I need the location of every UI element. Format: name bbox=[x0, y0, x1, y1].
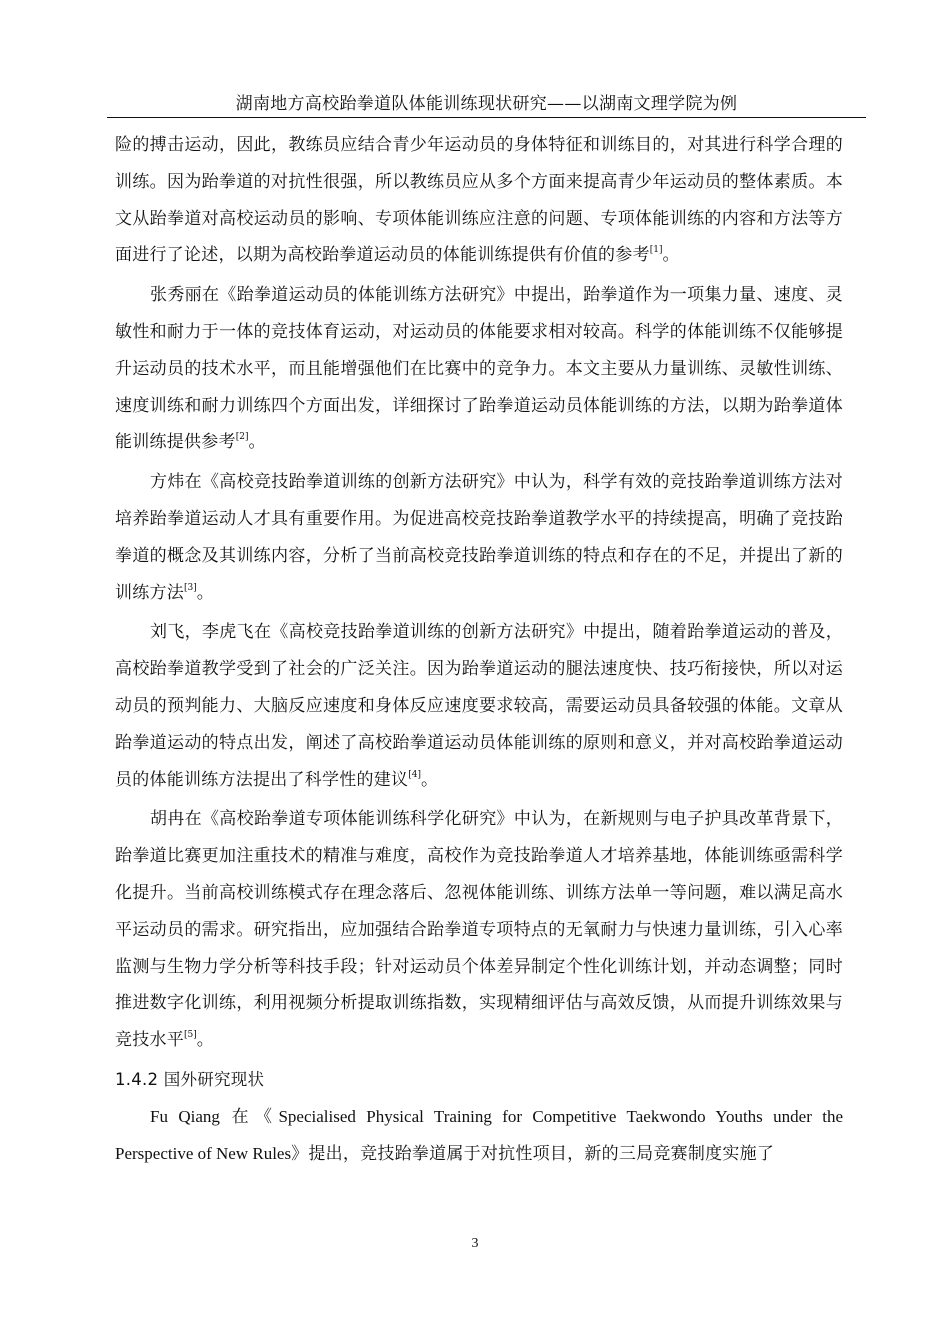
cited-title-en: Specialised Physical Training for Competitive Taekwondo Youths under the Perspective of New Rules bbox=[115, 1106, 844, 1163]
paragraph-text: 刘飞，李虎飞在《高校竞技跆拳道训练的创新方法研究》中提出，随着跆拳道运动的普及，高校跆拳道教学受到了社会的广泛关注。因为跆拳道运动的腿法速度快、技巧衔接快，所以对运动员的预判能力、大脑反应速度和身体反应速度要求较高，需要运动员具备较强的体能。文章从跆拳道运动的特点出发，阐述了高校跆拳道运动员体能训练的原则和意义，并对高校跆拳道运动员的体能训练方法提出了科学性的建议 bbox=[115, 622, 843, 790]
citation-marker: [3] bbox=[184, 582, 197, 593]
paragraph-end: 。 bbox=[196, 582, 214, 603]
section-heading: 1.4.2 国外研究现状 bbox=[115, 1069, 265, 1089]
author-name: Fu Qiang bbox=[150, 1106, 220, 1126]
paragraph-text: 张秀丽在《跆拳道运动员的体能训练方法研究》中提出，跆拳道作为一项集力量、速度、灵敏性和耐力于一体的竞技体育运动，对运动员的体能要求相对较高。科学的体能训练不仅能够提升运动员的技术水平，而且能增强他们在比赛中的竞争力。本文主要从力量训练、灵敏性训练、速度训练和耐力训练四个方面出发，详细探讨了跆拳道运动员体能训练的方法，以期为跆拳道体能训练提供参考 bbox=[115, 285, 843, 453]
paragraph-end: 。 bbox=[196, 1030, 214, 1051]
page-number: 3 bbox=[471, 1236, 479, 1251]
paragraph-zhang-xiuli bbox=[115, 277, 843, 464]
paragraph-text: 险的搏击运动，因此，教练员应结合青少年运动员的身体特征和训练目的，对其进行科学合理的训练。因为跆拳道的对抗性很强，所以教练员应从多个方面来提高青少年运动员的整体素质。本文从跆拳道对高校运动员的影响、专项体能训练应注意的问题、专项体能训练的内容和方法等方面进行了论述，以期为高校跆拳道运动员的体能训练提供有价值的参考 bbox=[115, 135, 843, 266]
paragraph-continuation bbox=[115, 127, 843, 277]
header-divider bbox=[107, 117, 866, 118]
paragraph-text: 在《 bbox=[219, 1106, 279, 1127]
paragraph-text: 方炜在《高校竞技跆拳道训练的创新方法研究》中认为，科学有效的竞技跆拳道训练方法对培养跆拳道运动人才具有重要作用。为促进高校竞技跆拳道教学水平的持续提高，明确了竞技跆拳道的概念及其训练内容，分析了当前高校竞技跆拳道训练的特点和存在的不足，并提出了新的训练方法 bbox=[115, 472, 843, 603]
paragraph-end: 。 bbox=[248, 432, 266, 453]
paragraph-text: 》提出，竞技跆拳道属于对抗性项目，新的三局竞赛制度实施了 bbox=[291, 1143, 775, 1164]
paragraph-fu-qiang bbox=[115, 1099, 843, 1173]
paragraph-fang-wei bbox=[115, 464, 843, 614]
paragraph-liu-fei bbox=[115, 614, 843, 801]
citation-marker: [2] bbox=[235, 432, 249, 443]
running-header-title: 湖南地方高校跆拳道队体能训练现状研究——以湖南文理学院为例 bbox=[235, 94, 738, 114]
citation-marker: [5] bbox=[184, 1030, 197, 1041]
paragraph-end: 。 bbox=[662, 245, 680, 266]
paragraph-text: 胡冉在《高校跆拳道专项体能训练科学化研究》中认为，在新规则与电子护具改革背景下，跆拳道比赛更加注重技术的精准与难度，高校作为竞技跆拳道人才培养基地，体能训练亟需科学化提升。当前高校训练模式存在理念落后、忽视体能训练、训练方法单一等问题，难以满足高水平运动员的需求。研究指出，应加强结合跆拳道专项特点的无氧耐力与快速力量训练，引入心率监测与生物力学分析等科技手段；针对运动员个体差异制定个性化训练计划，并动态调整；同时推进数字化训练，利用视频分析提取训练指数，实现精细评估与高效反馈，从而提升训练效果与竞技水平 bbox=[115, 809, 843, 1051]
citation-marker: [4] bbox=[408, 769, 421, 780]
body-text bbox=[115, 127, 843, 1172]
paragraph-hu-ran bbox=[115, 801, 843, 1062]
paragraph-end: 。 bbox=[421, 769, 439, 790]
citation-marker: [1] bbox=[649, 245, 663, 256]
